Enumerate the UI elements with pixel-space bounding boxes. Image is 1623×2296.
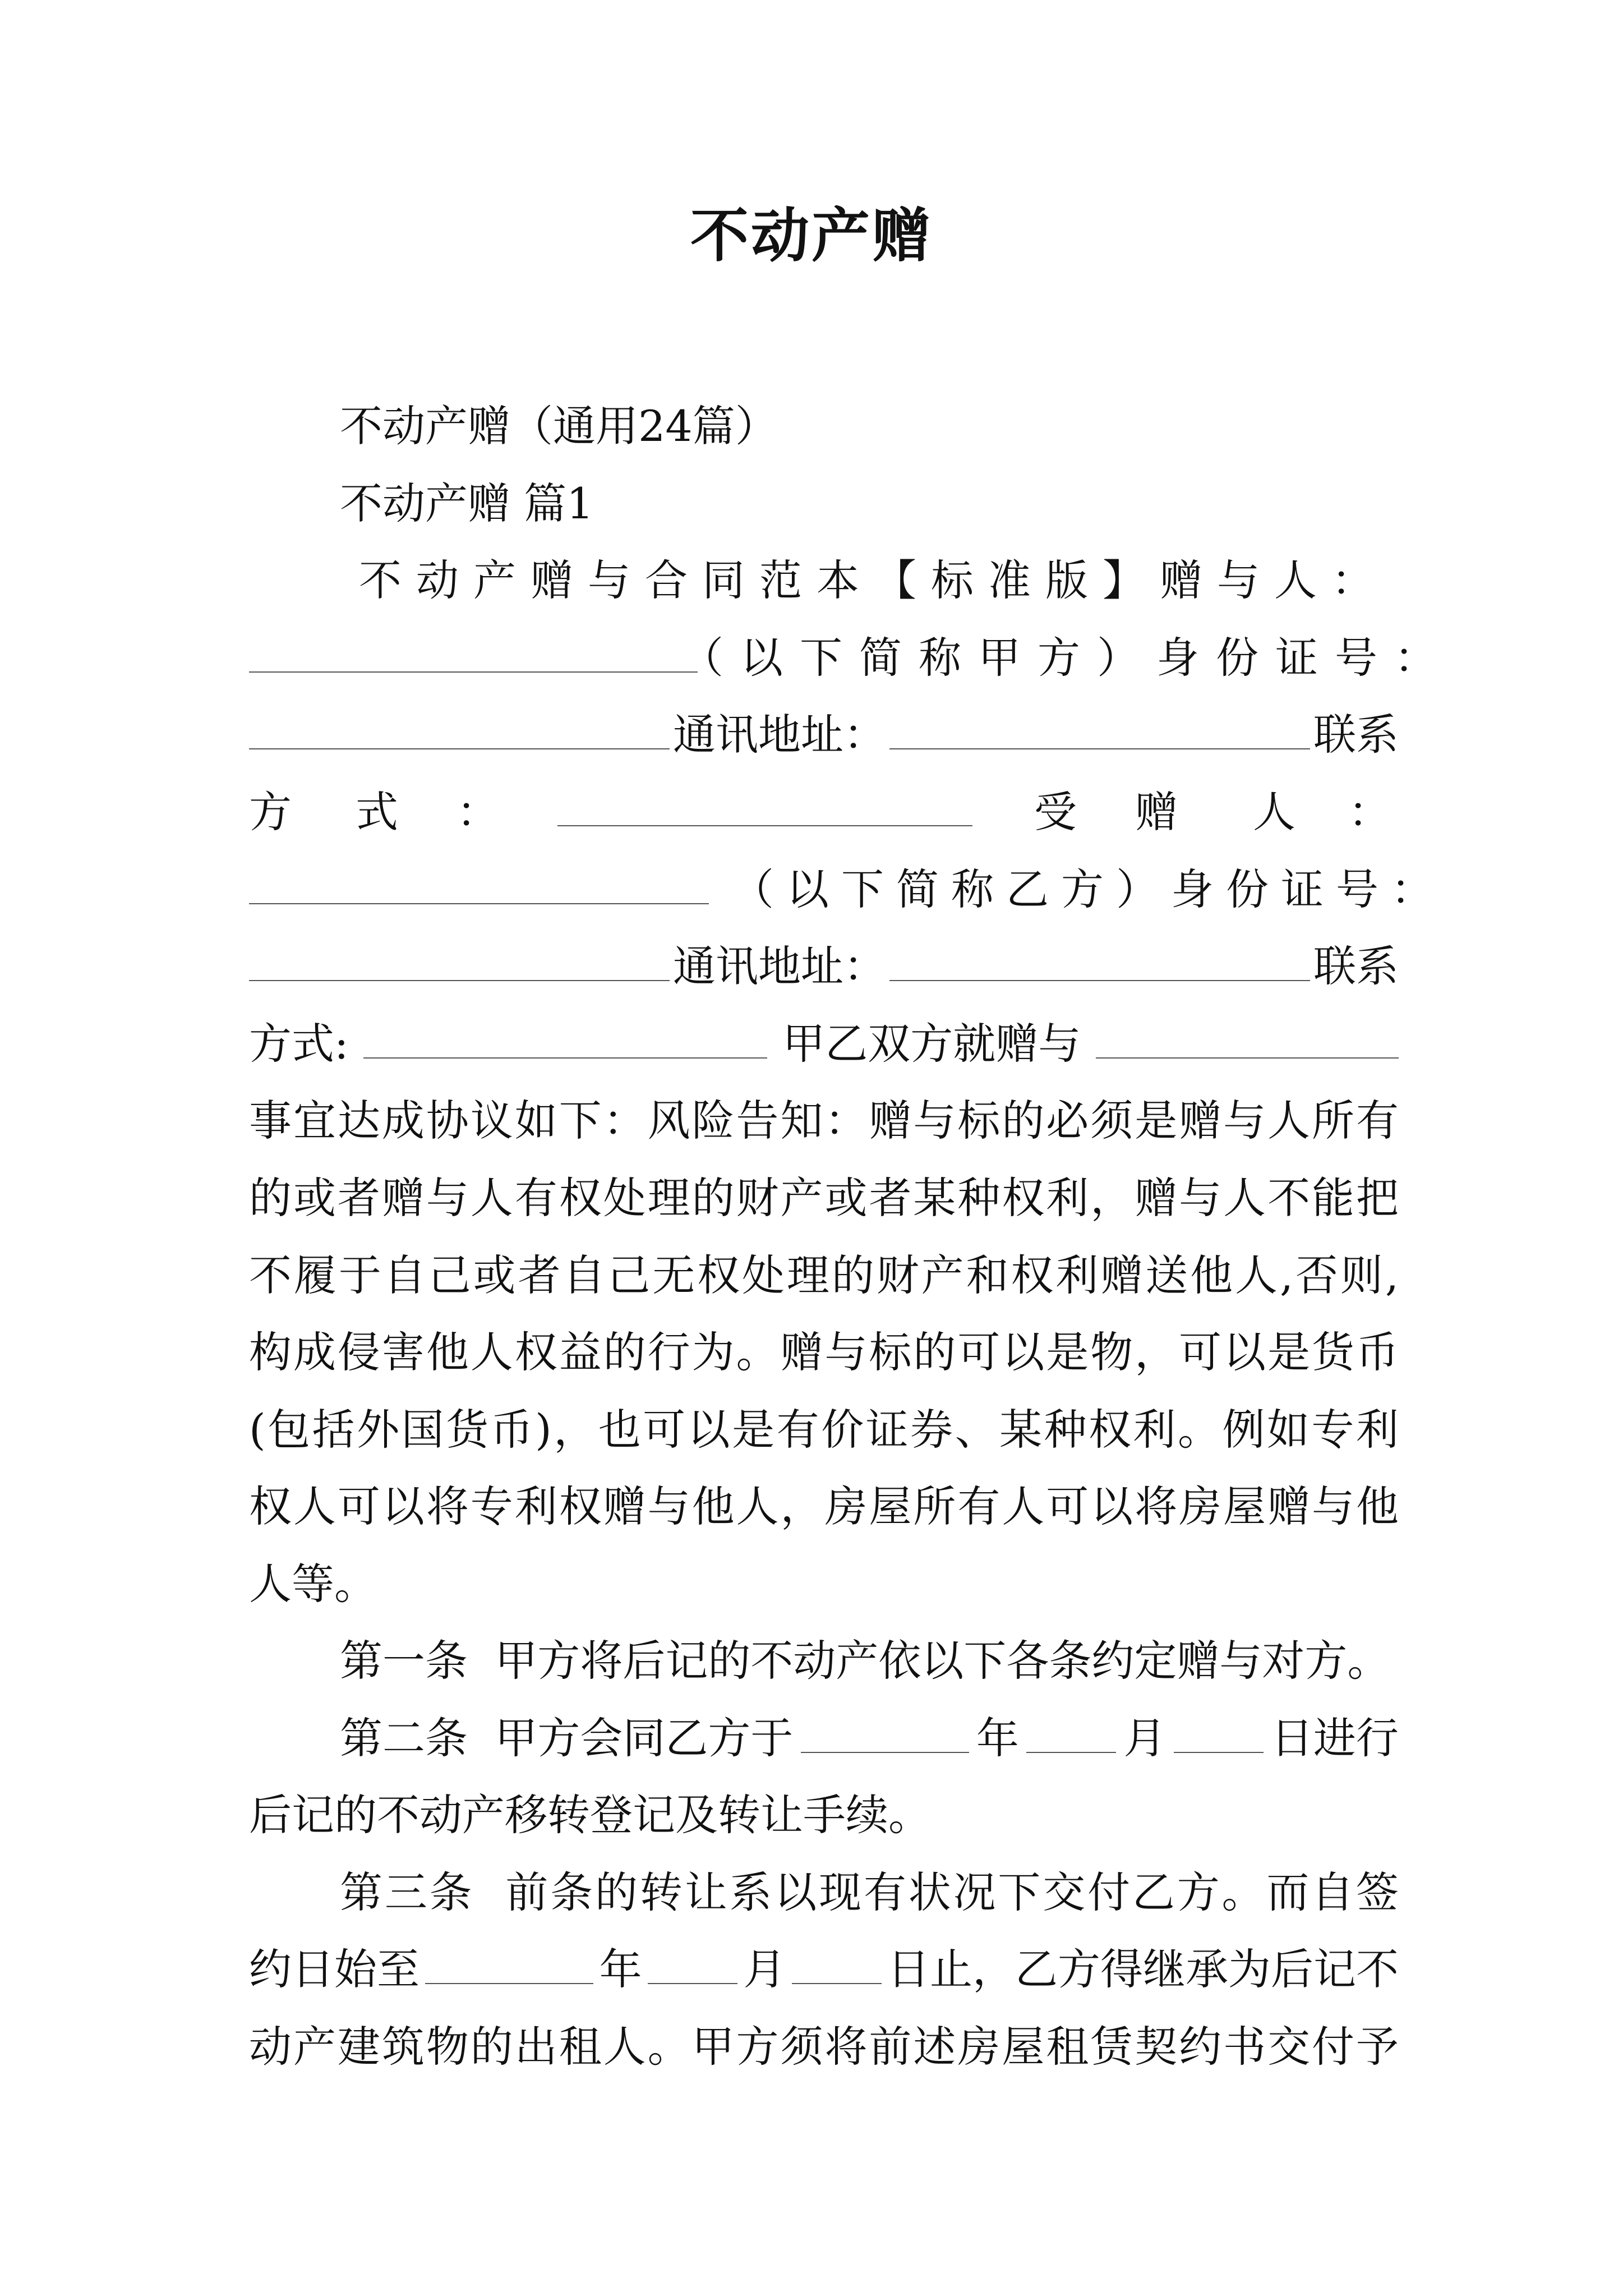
line-text: 年 <box>976 1713 1019 1763</box>
paragraph-line <box>249 627 1454 689</box>
line-text: （以下简称甲方）身份证号： <box>681 633 1454 683</box>
donee-address-blank <box>889 936 1310 981</box>
line-text: 方 <box>249 787 292 837</box>
donee-contact-blank <box>363 1014 767 1059</box>
line-text: 联系 <box>1313 941 1399 991</box>
paragraph-line <box>249 859 1446 921</box>
document-subtitle: 不动产赠（通用24篇） <box>340 401 778 451</box>
paragraph-line <box>249 1013 1399 1075</box>
line-text: 联系 <box>1313 710 1399 760</box>
donor-contact-blank <box>557 781 972 826</box>
paragraph-line: 后记的不动产移转登记及转让手续。 <box>249 1790 931 1840</box>
line-text: 甲乙双方就赠与 <box>782 1019 1081 1069</box>
line-text: 日止，乙方得继承为后记不 <box>887 1944 1399 1994</box>
article-2-line <box>340 1708 1399 1769</box>
line-text: 月 <box>743 1944 786 1994</box>
paragraph-line <box>249 704 1399 766</box>
line-text: 通讯地址： <box>673 941 886 991</box>
day-blank <box>1174 1708 1264 1753</box>
paragraph-line: 构成侵害他人权益的行为。赠与标的可以是物，可以是货币 <box>249 1327 1399 1377</box>
paragraph-line: 权人可以将专利权赠与他人，房屋所有人可以将房屋赠与他 <box>249 1481 1399 1531</box>
month-blank <box>648 1939 737 1984</box>
article-3-line: 第三条 前条的转让系以现有状况下交付乙方。而自签 <box>340 1867 1399 1917</box>
line-text: 年 <box>599 1944 642 1994</box>
line-text: 第二条 甲方会同乙方于 <box>340 1713 794 1763</box>
line-text: 不动产赠与合同范本【标准版】赠与人： <box>359 555 1389 605</box>
year-blank <box>425 1939 593 1984</box>
day-blank <box>792 1939 882 1984</box>
month-blank <box>1026 1708 1116 1753</box>
line-text: 方式: <box>249 1019 349 1069</box>
paragraph-line: 不履于自己或者自己无权处理的财产和权利赠送他人,否则, <box>249 1250 1399 1300</box>
line-text: 通讯地址： <box>673 710 886 760</box>
donor-id-blank <box>249 705 670 749</box>
donor-name-blank <box>249 628 698 673</box>
donee-id-blank <box>249 936 670 981</box>
paragraph-line: 动产建筑物的出租人。甲方须将前述房屋租赁契约书交付予 <box>249 2022 1399 2072</box>
paragraph-line: 的或者赠与人有权处理的财产或者某种权利，赠与人不能把 <box>249 1173 1399 1223</box>
line-text: 约日始至 <box>249 1944 419 1994</box>
donee-name-blank <box>249 859 709 904</box>
article-1-line: 第一条 甲方将后记的不动产依以下各条约定赠与对方。 <box>340 1636 1390 1686</box>
donor-address-blank <box>889 705 1310 749</box>
line-text: 月 <box>1123 1713 1166 1763</box>
line-text: （以下简称乙方）身份证号： <box>731 864 1446 914</box>
paragraph-line <box>359 550 1389 611</box>
paragraph-line: 事宜达成协议如下：风险告知：赠与标的必须是赠与人所有 <box>249 1096 1399 1145</box>
gift-item-blank <box>1096 1014 1399 1059</box>
line-text: 赠 <box>1135 787 1178 837</box>
paragraph-line <box>249 1939 1399 2000</box>
line-text: 人 <box>1253 787 1295 837</box>
line-text: ： <box>1348 787 1391 837</box>
line-text: 受 <box>1034 787 1077 837</box>
paragraph-line <box>249 936 1399 997</box>
year-blank <box>801 1708 969 1753</box>
paragraph-line: 人等。 <box>249 1559 377 1609</box>
line-text: 式 <box>356 787 398 837</box>
paragraph-line: (包括外国货币)，也可以是有价证券、某种权利。例如专利 <box>249 1405 1399 1455</box>
line-text: ： <box>457 787 499 837</box>
line-text: 日进行 <box>1270 1713 1399 1763</box>
paragraph-line <box>249 781 1399 843</box>
document-title: 不动产赠 <box>690 201 933 270</box>
section-heading: 不动产赠 篇1 <box>340 478 594 528</box>
